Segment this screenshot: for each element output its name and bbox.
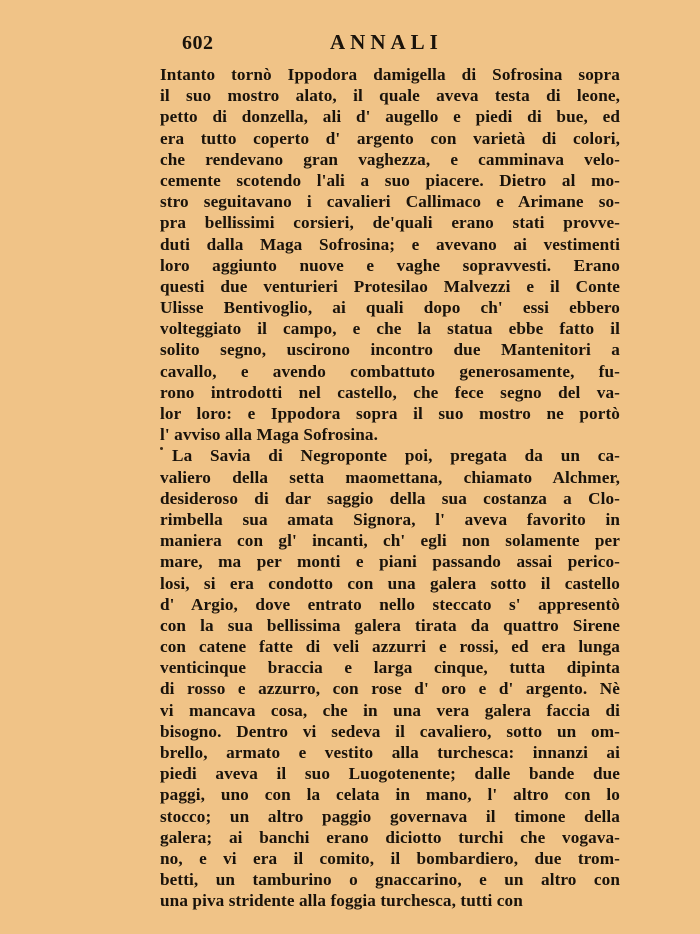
text-line: Intanto tornò Ippodora damigella di Sofrosina sopra [160, 65, 620, 84]
text-line: valiero della setta maomettana, chiamato Alchmer, [160, 467, 620, 487]
text-line: brello, armato e vestito alla turchesca: innanzi ai [160, 743, 620, 762]
text-line: betti, un tamburino o gnaccarino, e un altro con [160, 870, 620, 890]
text-line: rono introdotti nel castello, che fece segno del va- [160, 382, 620, 402]
text-line: losi, si era condotto con una galera sotto il castello [160, 573, 620, 593]
text-line: d' Argio, dove entrato nello steccato s' appresentò [160, 594, 620, 614]
text-line: pra bellissimi corsieri, de'quali erano stati provve- [160, 213, 620, 233]
text-line: che rendevano gran vaghezza, e camminava velo- [160, 149, 620, 169]
text-line: rimbella sua amata Signora, l' aveva favorito in [160, 509, 620, 529]
text-line: paggi, uno con la celata in mano, l' altro con lo [160, 785, 620, 805]
text-line: lor loro: e Ippodora sopra il suo mostro ne portò [160, 404, 620, 423]
text-line: stro seguitavano i cavalieri Callimaco e Arimane so- [160, 192, 620, 212]
text-line: piedi aveva il suo Luogotenente; dalle bande due [160, 764, 620, 784]
text-line: loro aggiunto nuove e vaghe sopravvesti. Erano [160, 255, 620, 275]
text-line: il suo mostro alato, il quale aveva testa di leone, [160, 86, 620, 106]
text-line: venticinque braccia e larga cinque, tutta dipinta [160, 658, 620, 678]
text-line: galera; ai banchi erano diciotto turchi che vogava- [160, 827, 620, 847]
text-line: di rosso e azzurro, con rose d' oro e d' argento. Nè [160, 679, 620, 699]
text-line: petto di donzella, ali d' augello e piedi di bue, ed [160, 107, 620, 127]
body-text [160, 64, 620, 912]
text-line: questi due venturieri Protesilao Malvezzi e il Conte [160, 276, 620, 296]
page-header [165, 30, 620, 60]
text-line: duti dalla Maga Sofrosina; e avevano ai vestimenti [160, 234, 620, 254]
text-line: no, e vi era il comito, il bombardiero, due trom- [160, 848, 620, 868]
text-line: bisogno. Dentro vi sedeva il cavaliero, sotto un om- [160, 721, 620, 741]
paragraph [160, 445, 620, 911]
text-line: una piva stridente alla foggia turchesca, tutti con [160, 891, 523, 911]
text-line: cavallo, e avendo combattuto generosamente, fu- [160, 361, 620, 381]
text-line: solito segno, uscirono incontro due Mantenitori a [160, 340, 620, 360]
text-line: l' avviso alla Maga Sofrosina. [160, 425, 379, 445]
running-title: ANNALI [330, 30, 443, 54]
paragraph [160, 64, 620, 445]
text-line: volteggiato il campo, e che la statua ebbe fatto il [160, 319, 620, 339]
text-line: con la sua bellissima galera tirata da quattro Sirene [160, 615, 620, 635]
text-line: cemente scotendo l'ali a suo piacere. Dietro al mo- [160, 170, 620, 190]
text-line: Ulisse Bentivoglio, ai quali dopo ch' essi ebbero [160, 298, 620, 318]
text-line: era tutto coperto d' argento con varietà di colori, [160, 128, 620, 148]
text-line: maniera con gl' incanti, ch' egli non solamente per [160, 531, 620, 551]
text-line: stocco; un altro paggio governava il timone della [160, 806, 620, 826]
text-line: con catene fatte di veli azzurri e rossi, ed era lunga [160, 637, 620, 657]
text-line: La Savia di Negroponte poi, pregata da un ca- [172, 446, 620, 466]
text-line: desideroso di dar saggio della sua costanza a Clo- [160, 488, 620, 508]
text-line: mare, ma per monti e piani passando assai perico- [160, 552, 620, 572]
page-number: 602 [182, 32, 214, 54]
text-line: vi mancava cosa, che in una vera galera faccia di [160, 700, 620, 720]
